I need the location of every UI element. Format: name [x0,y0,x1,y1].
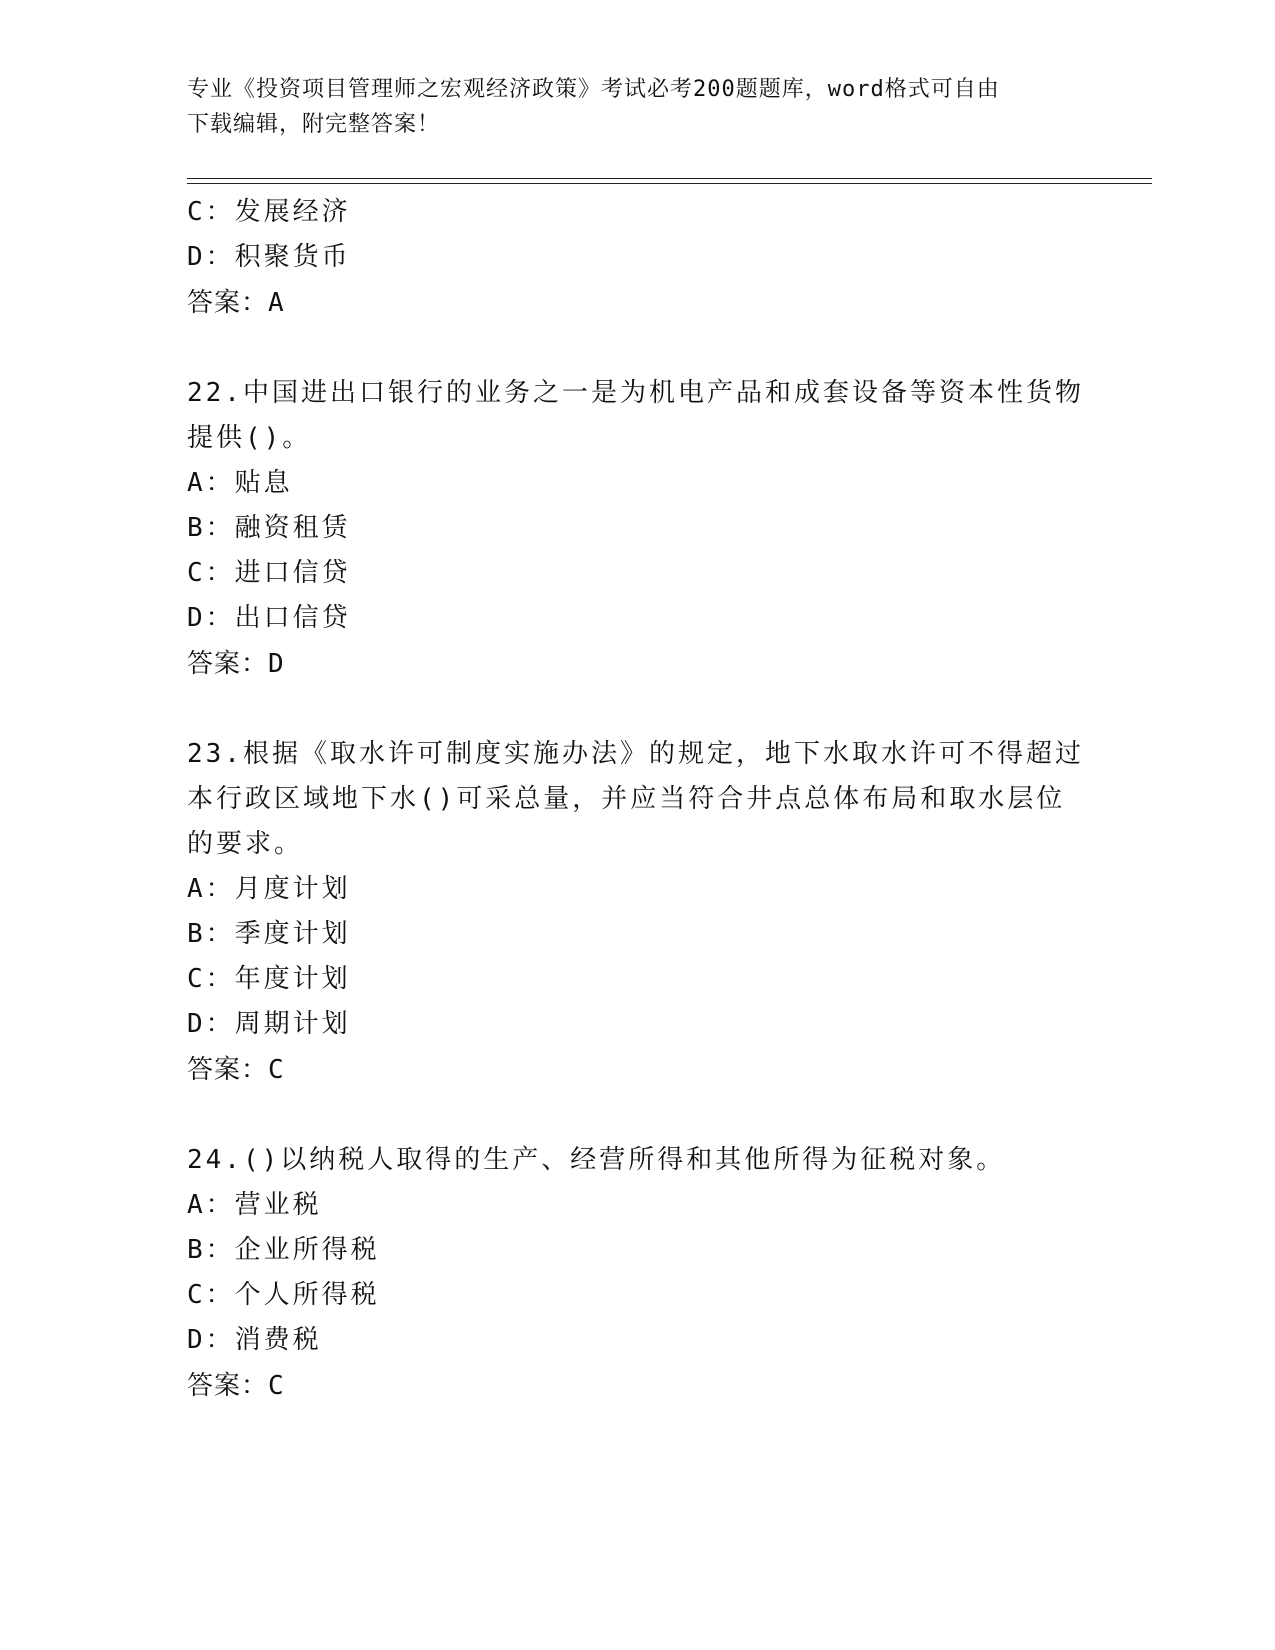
question-text-line: 22.中国进出口银行的业务之一是为机电产品和成套设备等资本性货物 [187,378,1084,408]
header-divider-bottom [187,183,1152,184]
answer-line: 答案：C [187,1371,285,1401]
carryover-question [187,190,1087,326]
option-a: A：贴息 [187,468,293,498]
option-b: B：季度计划 [187,919,351,949]
answer-line: 答案：C [187,1055,285,1085]
option-d: D：周期计划 [187,1009,351,1039]
header-divider-top [187,178,1152,179]
header-line-2: 下载编辑，附完整答案！ [187,112,441,137]
option-c: C：个人所得税 [187,1280,380,1310]
question-text-line: 24.()以纳税人取得的生产、经营所得和其他所得为征税对象。 [187,1145,1006,1175]
spacer [187,687,1087,732]
option-a: A：营业税 [187,1190,322,1220]
question-text-line: 本行政区域地下水()可采总量，并应当符合井点总体布局和取水层位 [187,784,1066,814]
question-text-line: 23.根据《取水许可制度实施办法》的规定，地下水取水许可不得超过 [187,739,1084,769]
question-24 [187,1138,1087,1409]
option-b: B：融资租赁 [187,513,351,543]
option-a: A：月度计划 [187,874,351,904]
question-text-line: 的要求。 [187,829,304,859]
answer-line: 答案：D [187,649,285,679]
document-header [187,72,1067,142]
option-d: D：积聚货币 [187,242,351,272]
option-c: C：发展经济 [187,197,351,227]
option-d: D：出口信贷 [187,603,351,633]
question-list [187,190,1087,1409]
option-b: B：企业所得税 [187,1235,380,1265]
header-line-1: 专业《投资项目管理师之宏观经济政策》考试必考200题题库，word格式可自由 [187,77,1000,102]
question-text-line: 提供()。 [187,423,312,453]
option-c: C：年度计划 [187,964,351,994]
spacer [187,326,1087,371]
question-23 [187,732,1087,1093]
question-22 [187,371,1087,687]
option-c: C：进口信贷 [187,558,351,588]
answer-line: 答案：A [187,288,285,318]
option-d: D：消费税 [187,1325,322,1355]
spacer [187,1093,1087,1138]
